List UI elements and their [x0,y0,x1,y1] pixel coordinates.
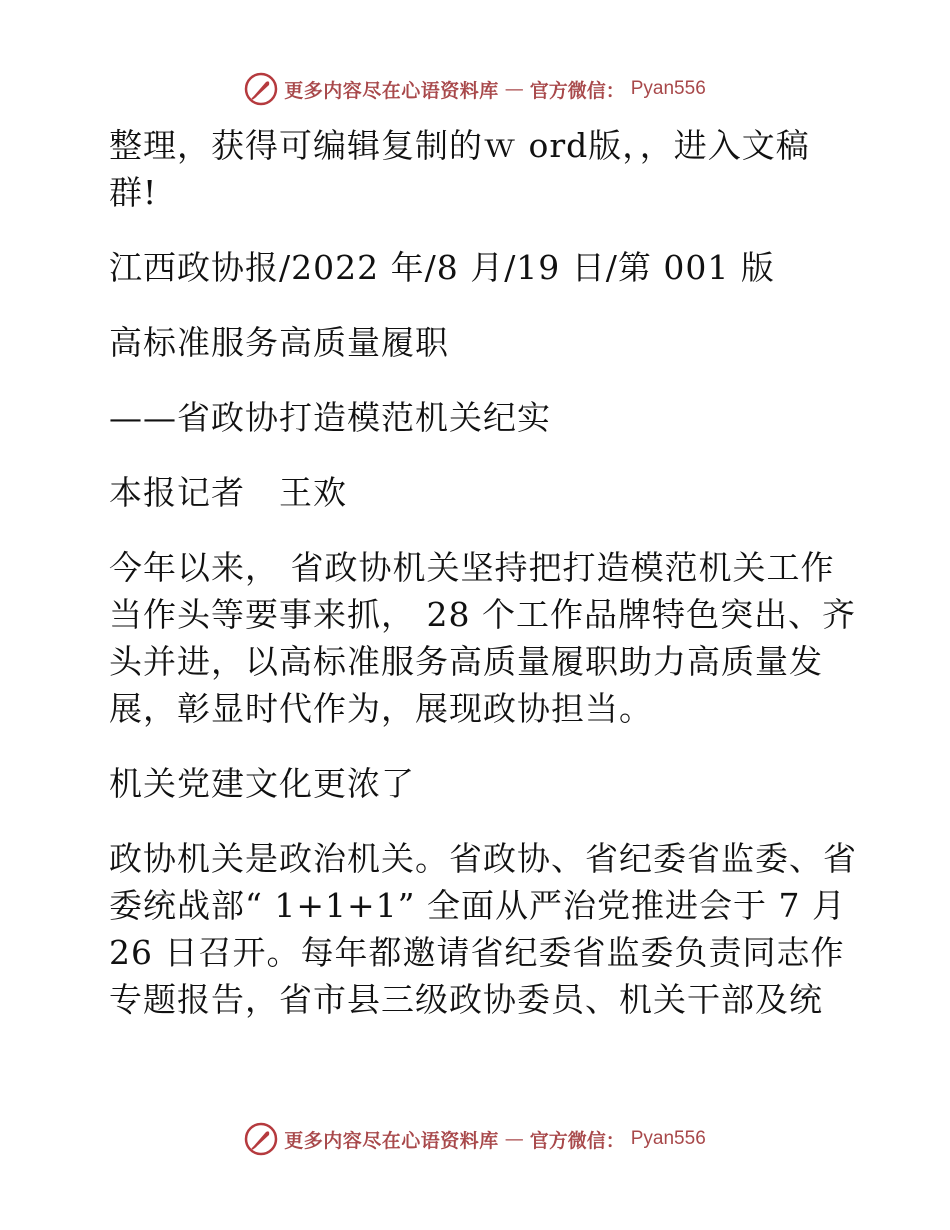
quill-logo-icon [244,72,278,106]
header-watermark [0,72,950,106]
quill-logo-icon [244,1122,278,1156]
article-byline: 本报记者 王欢 [109,473,347,512]
paragraph-body-1: 今年以来， 省政协机关坚持把打造模范机关工作当作头等要事来抓， 28 个工作品牌特色突出、齐头并进，以高标准服务高质量履职助力高质量发展，彰显时代作为，展现政协担当。 [109,548,856,728]
paragraph-intro: 整理，获得可编辑复制的ｗ ord版，，进入文稿群! [109,126,810,212]
section-heading: 机关党建文化更浓了 [109,764,415,803]
watermark-site-text: 更多内容尽在心语资料库 [284,1129,499,1152]
watermark-account: Pyan556 [630,78,706,99]
watermark-label: 官方微信： [529,1129,625,1152]
document-body [97,122,857,1051]
watermark-separator: — [504,78,524,100]
article-title: 高标准服务高质量履职 [109,323,449,362]
article-subtitle: ——省政协打造模范机关纪实 [109,398,551,437]
watermark-account: Pyan556 [630,1128,706,1149]
footer-watermark [0,1122,950,1156]
paragraph-body-2: 政协机关是政治机关。省政协、省纪委省监委、省委统战部“ 1+1+1” 全面从严治党推进会于 7 月 26 日召开。每年都邀请省纪委省监委负责同志作专题报告，省市县三级政协委员、机关干部及统 [109,839,857,1019]
watermark-label: 官方微信： [529,79,625,102]
paragraph-source: 江西政协报/2022 年/8 月/19 日/第 001 版 [109,248,775,287]
watermark-separator: — [504,1128,524,1150]
watermark-site-text: 更多内容尽在心语资料库 [284,79,499,102]
